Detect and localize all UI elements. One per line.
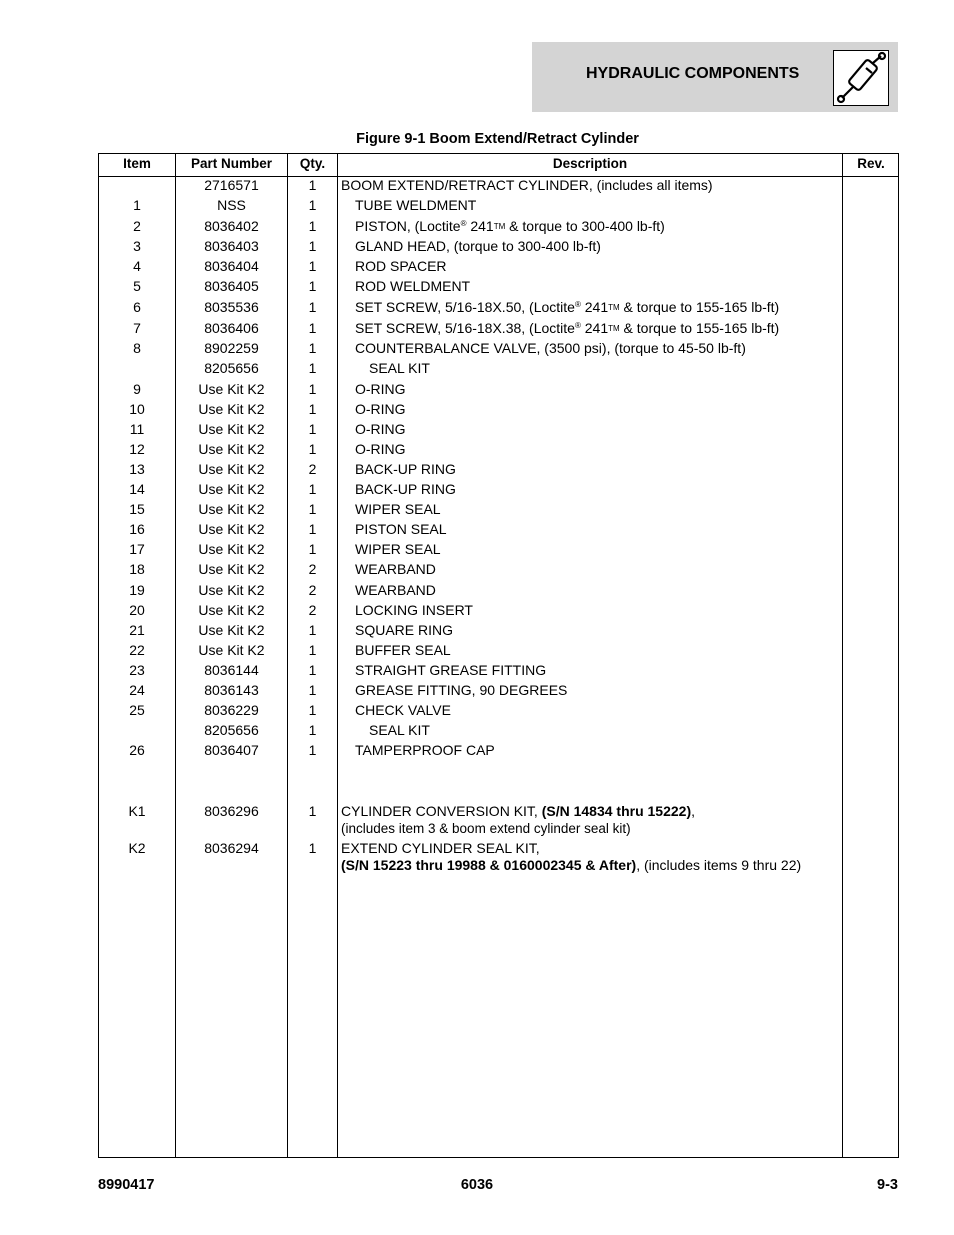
hydraulic-cylinder-icon (833, 50, 889, 106)
footer-doc-number: 8990417 (98, 1177, 155, 1193)
section-title: HYDRAULIC COMPONENTS (586, 65, 800, 82)
figure-title: Figure 9-1 Boom Extend/Retract Cylinder (356, 131, 639, 147)
section-header (532, 42, 898, 112)
col-header-rev: Rev. (857, 156, 885, 171)
col-header-description: Description (552, 156, 628, 171)
parts-table: Item Part Number Qty. Description Rev. 2716571 1 BOOM EXTEND/RETRACT CYLINDER, (includes all items) 1 NSS 1 TUBE WELDMENT 2 8036402 1 PISTON, (Loctite® 241TM & torque to 300-400 lb-ft) 3 8036403 1 GLAND HEAD, (torque to 300-400 lb-ft) 4 8036404 1 ROD SPACER 5 8036405 1 ROD WELDMENT 6 8035536 1 SET SCREW, 5/16-18X.50, (Loctite® 241TM & torque to 155-165 lb-ft) 7 8036406 1 SET SCREW, 5/16-18X.38, (Loctite® 241TM & torque to 155-165 lb-ft) 8 8902259 1 COUNTERBALANCE VALVE, (3500 psi), (torque to 45-50 lb-ft) 8205656 1 SEAL KIT 9 Use Kit K2 1 O-RING 10 Use Kit K2 1 O-RING 11 Use Kit K2 1 O-RING 12 Use Kit K2 1 O-RING 13 Use Kit K2 2 BACK-UP RING 14 Use Kit K2 1 BACK-UP RING 15 Use Kit K2 1 WIPER SEAL 16 Use Kit K2 1 PISTON SEAL 17 Use Kit K2 1 WIPER SEAL 18 Use Kit K2 2 WEARBAND 19 Use Kit K2 2 WEARBAND 20 Use Kit K2 2 LOCKING INSERT 21 Use Kit K2 1 SQUARE RING 22 Use Kit K2 1 BUFFER SEAL 23 8036144 1 STRAIGHT GREASE FITTING 24 8036143 1 GREASE FITTING, 90 DEGREES 25 8036229 1 CHECK VALVE 8205656 1 SEAL KIT 26 8036407 1 TAMPERPROOF CAP K1 8036296 1 CYLINDER CONVERSION KIT, (S/N 14834 thru 15222), (includes item 3 & boom extend cylinder seal kit) K2 8036294 1 EXTEND CYLINDER SEAL KIT, (S/N 15223 thru 19988 & 0160002345 & After), (includes items 9 thru 22) (98, 153, 899, 1158)
footer-model: 6036 (460, 1177, 494, 1193)
col-header-item: Item (123, 156, 151, 171)
col-header-part-number: Part Number (190, 156, 273, 171)
footer-page-number: 9-3 (877, 1177, 898, 1193)
col-header-qty: Qty. (299, 156, 326, 171)
